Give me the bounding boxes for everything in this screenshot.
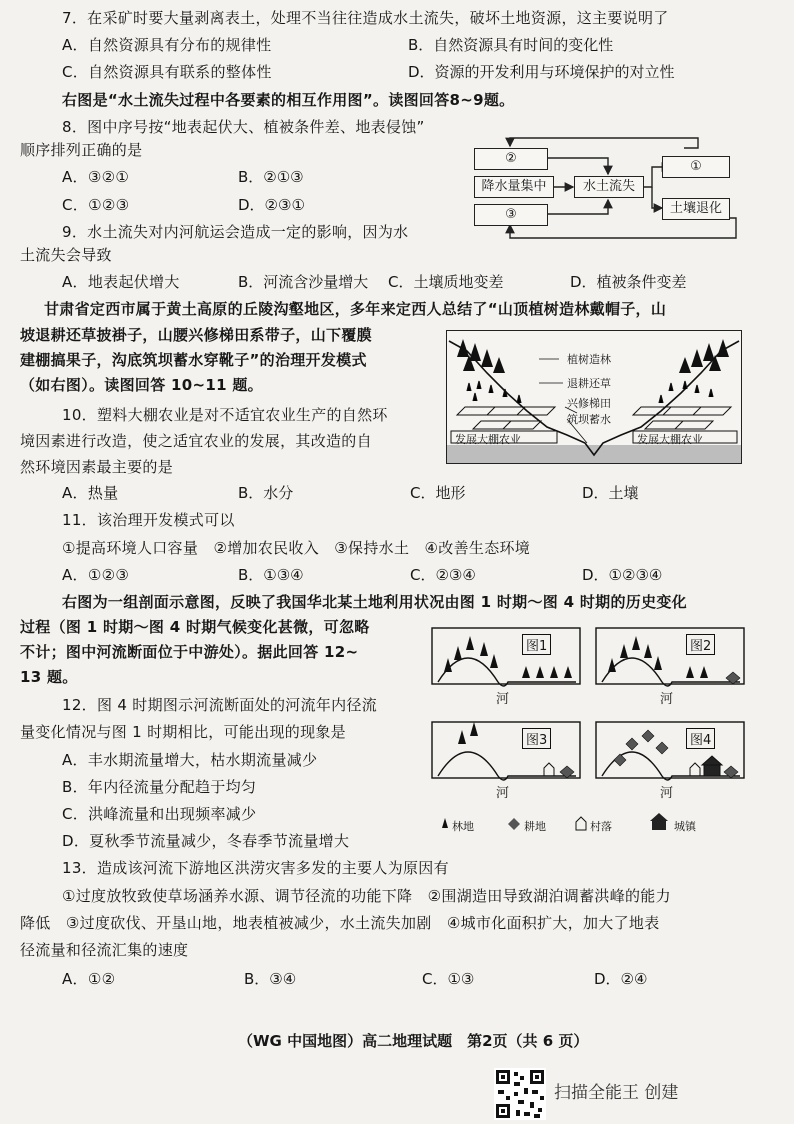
intro-12-13-line1: 右图为一组剖面示意图，反映了我国华北某土地利用状况由图 1 时期～图 4 时期的历史变化 — [62, 593, 687, 611]
q13-option-c: C．①③ — [422, 970, 475, 988]
river-label-2: 河 — [660, 692, 674, 707]
page-footer: （WG 中国地图）高二地理试题 第2页（共 6 页） — [238, 1032, 589, 1050]
q8-option-b: B．②①③ — [238, 168, 304, 186]
intro-10-11-line4: （如右图）。读图回答 10~11 题。 — [20, 376, 263, 394]
q9-stem-line2: 土流失会导致 — [20, 246, 112, 264]
q12-option-c: C．洪峰流量和出现频率减少 — [62, 805, 257, 823]
q7-option-b: B．自然资源具有时间的变化性 — [408, 36, 614, 54]
legend-farmland: 耕地 — [524, 820, 546, 833]
q10-option-b: B．水分 — [238, 484, 294, 502]
q10-option-d: D．土壤 — [582, 484, 639, 502]
flow-box-rain: 降水量集中 — [474, 176, 554, 198]
q12-option-d: D．夏秋季节流量减少，冬春季节流量增大 — [62, 832, 350, 850]
q8-stem-line1: 8．图中序号按“地表起伏大、植被条件差、地表侵蚀” — [62, 118, 425, 136]
q10-stem-line1: 10．塑料大棚农业是对不适宜农业生产的自然环 — [62, 406, 388, 424]
intro-10-11-line3: 建棚搞果子，沟底筑坝蓄水穿靴子”的治理开发模式 — [20, 351, 367, 369]
river-label-1: 河 — [496, 692, 510, 707]
scanner-watermark: 扫描全能王 创建 — [554, 1083, 679, 1103]
q8-option-c: C．①②③ — [62, 196, 130, 214]
land-use-panels — [428, 626, 748, 836]
intro-12-13-line3: 不计；图中河流断面位于中游处）。据此回答 12~ — [20, 643, 359, 661]
legend-village: 村落 — [590, 820, 612, 833]
q7-option-c: C．自然资源具有联系的整体性 — [62, 63, 272, 81]
q9-option-c: C．土壤质地变差 — [388, 273, 504, 291]
q13-option-b: B．③④ — [244, 970, 297, 988]
q13-option-d: D．②④ — [594, 970, 648, 988]
flow-box-2: ② — [474, 148, 548, 170]
flow-box-erosion: 水土流失 — [574, 176, 644, 198]
q11-option-d: D．①②③④ — [582, 566, 663, 584]
q11-option-b: B．①③④ — [238, 566, 304, 584]
q9-option-b: B．河流含沙量增大 — [238, 273, 369, 291]
q13-statements-line2: 降低 ③过度砍伐、开垦山地，地表植被减少，水土流失加剧 ④城市化面积扩大，加大了地表 — [20, 914, 660, 932]
label-terrace: 兴修梯田 — [567, 397, 611, 410]
panel-label-3: 图3 — [522, 728, 551, 749]
qr-code-icon — [494, 1068, 546, 1120]
legend-forest: 林地 — [452, 820, 474, 833]
q10-stem-line3: 然环境因素最主要的是 — [20, 458, 174, 476]
q8-option-d: D．②③① — [238, 196, 305, 214]
panel-label-1: 图1 — [522, 634, 551, 655]
q9-stem-line1: 9．水土流失对内河航运会造成一定的影响，因为水 — [62, 223, 409, 241]
panel-label-4: 图4 — [686, 728, 715, 749]
intro-8-9: 右图是“水土流失过程中各要素的相互作用图”。读图回答8~9题。 — [62, 91, 515, 109]
intro-12-13-line4: 13 题。 — [20, 668, 78, 686]
q12-option-a: A．丰水期流量增大，枯水期流量减少 — [62, 751, 318, 769]
intro-10-11-line2: 坡退耕还草披褂子，山腰兴修梯田系带子，山下覆膜 — [20, 326, 372, 344]
flow-box-3: ③ — [474, 204, 548, 226]
q7-option-a: A．自然资源具有分布的规律性 — [62, 36, 272, 54]
q8-option-a: A．③②① — [62, 168, 130, 186]
label-dam: 筑坝蓄水 — [567, 413, 611, 426]
label-afforestation: 植树造林 — [567, 353, 611, 366]
intro-12-13-line2: 过程（图 1 时期～图 4 时期气候变化甚微，可忽略 — [20, 618, 370, 636]
q11-option-c: C．②③④ — [410, 566, 476, 584]
q9-option-a: A．地表起伏增大 — [62, 273, 180, 291]
q9-option-d: D．植被条件变差 — [570, 273, 687, 291]
q12-stem-line1: 12．图 4 时期图示河流断面处的河流年内径流 — [62, 696, 378, 714]
q10-option-a: A．热量 — [62, 484, 119, 502]
q11-statements: ①提高环境人口容量 ②增加农民收入 ③保持水土 ④改善生态环境 — [62, 539, 531, 557]
flow-box-soil: 土壤退化 — [662, 198, 730, 220]
label-greenhouse-right: 发展大棚农业 — [637, 433, 703, 446]
q8-stem-line2: 顺序排列正确的是 — [20, 141, 143, 159]
q13-statements-line3: 径流量和径流汇集的速度 — [20, 941, 189, 959]
q12-stem-line2: 量变化情况与图 1 时期相比，可能出现的现象是 — [20, 723, 346, 741]
q10-stem-line2: 境因素进行改造，使之适宜农业的发展，其改造的自 — [20, 432, 372, 450]
q10-option-c: C．地形 — [410, 484, 466, 502]
q11-option-a: A．①②③ — [62, 566, 130, 584]
q13-option-a: A．①② — [62, 970, 116, 988]
legend-town: 城镇 — [674, 820, 696, 833]
q7-option-d: D．资源的开发利用与环境保护的对立性 — [408, 63, 675, 81]
soil-erosion-flow-diagram — [470, 134, 746, 246]
q13-statements-line1: ①过度放牧致使草场涵养水源、调节径流的功能下降 ②围湖造田导致湖泊调蓄洪峰的能力 — [62, 887, 671, 905]
q13-stem: 13．造成该河流下游地区洪涝灾害多发的主要人为原因有 — [62, 859, 449, 877]
intro-10-11-line1: 甘肃省定西市属于黄土高原的丘陵沟壑地区，多年来定西人总结了“山顶植树造林戴帽子，山 — [44, 300, 667, 318]
panel-label-2: 图2 — [686, 634, 715, 655]
q11-stem: 11．该治理开发模式可以 — [62, 511, 235, 529]
q7-stem: 7．在采矿时要大量剥离表土，处理不当往往造成水土流失，破坏土地资源，这主要说明了 — [62, 9, 669, 27]
label-greenhouse-left: 发展大棚农业 — [455, 433, 521, 446]
river-label-3: 河 — [496, 786, 510, 801]
valley-treatment-diagram — [446, 330, 742, 464]
q12-option-b: B．年内径流量分配趋于均匀 — [62, 778, 257, 796]
river-label-4: 河 — [660, 786, 674, 801]
flow-box-1: ① — [662, 156, 730, 178]
label-grass: 退耕还草 — [567, 377, 611, 390]
